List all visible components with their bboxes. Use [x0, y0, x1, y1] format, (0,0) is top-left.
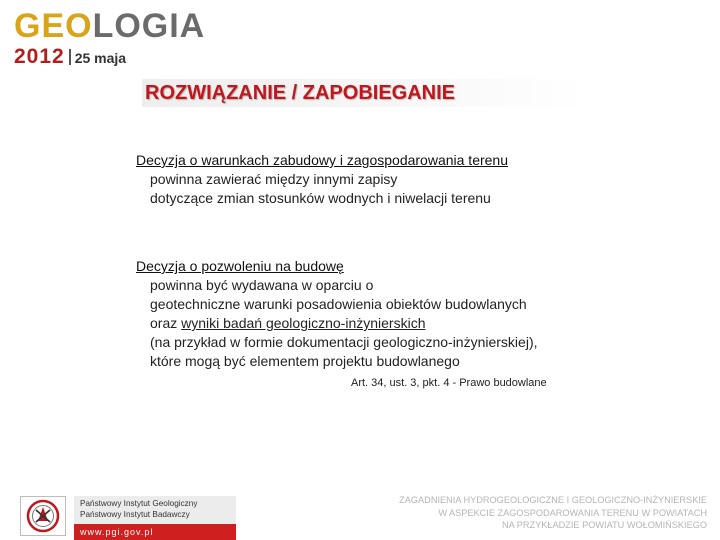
logo-date: 25 maja: [74, 50, 127, 66]
section-line: dotyczące zmian stosunków wodnych i niwelacji terenu: [150, 190, 491, 206]
logo-wordmark: [14, 8, 205, 44]
section-line: powinna zawierać między innymi zapisy: [150, 171, 398, 187]
institute-name: [74, 496, 236, 524]
logo-year: 2012: [14, 45, 65, 68]
section-building-permit: [136, 257, 538, 371]
logo-separator: [69, 49, 71, 65]
line-prefix: oraz: [150, 315, 182, 331]
logo-logia: LOGIA: [92, 7, 206, 45]
footer-project-note: [399, 494, 707, 532]
section-line: [136, 314, 538, 333]
pgi-institute-box: [74, 496, 236, 540]
institute-line: Państwowy Instytut Geologiczny: [80, 499, 198, 508]
underlined-phrase: wyniki badań geologiczno-inżynierskich: [181, 315, 426, 331]
logo-geo: GEO: [14, 7, 93, 45]
pgi-url-link[interactable]: www.pgi.gov.pl: [74, 524, 236, 540]
section-line: (na przykład w formie dokumentacji geologiczno-inżynierskiej),: [150, 334, 538, 350]
section-heading: Decyzja o warunkach zabudowy i zagospodarowania terenu: [136, 152, 508, 168]
pgi-emblem-icon: [20, 496, 66, 536]
footer-note-line: ZAGADNIENIA HYDROGEOLOGICZNE I GEOLOGICZNO-INŻYNIERSKIE: [399, 495, 707, 505]
geologia-2012-logo: [10, 7, 206, 70]
legal-citation: Art. 34, ust. 3, pkt. 4 - Prawo budowlane: [351, 377, 547, 389]
page-title-text: ROZWIĄZANIE / ZAPOBIEGANIE: [145, 82, 455, 104]
page-title: [142, 79, 585, 107]
section-line: które mogą być elementem projektu budowlanego: [150, 353, 460, 369]
section-line: geotechniczne warunki posadowienia obiektów budowlanych: [150, 296, 527, 312]
institute-line: Państwowy Instytut Badawczy: [80, 510, 190, 519]
section-line: powinna być wydawana w oparciu o: [150, 277, 374, 293]
footer-note-line: W ASPEKCIE ZAGOSPODAROWANIA TERENU W POWIATACH: [438, 507, 707, 518]
footer-note-line: NA PRZYKŁADZIE POWIATU WOŁOMIŃSKIEGO: [501, 520, 707, 530]
section-heading: Decyzja o pozwoleniu na budowę: [136, 258, 344, 274]
section-building-conditions: [136, 151, 508, 208]
logo-date-line: [14, 46, 126, 70]
